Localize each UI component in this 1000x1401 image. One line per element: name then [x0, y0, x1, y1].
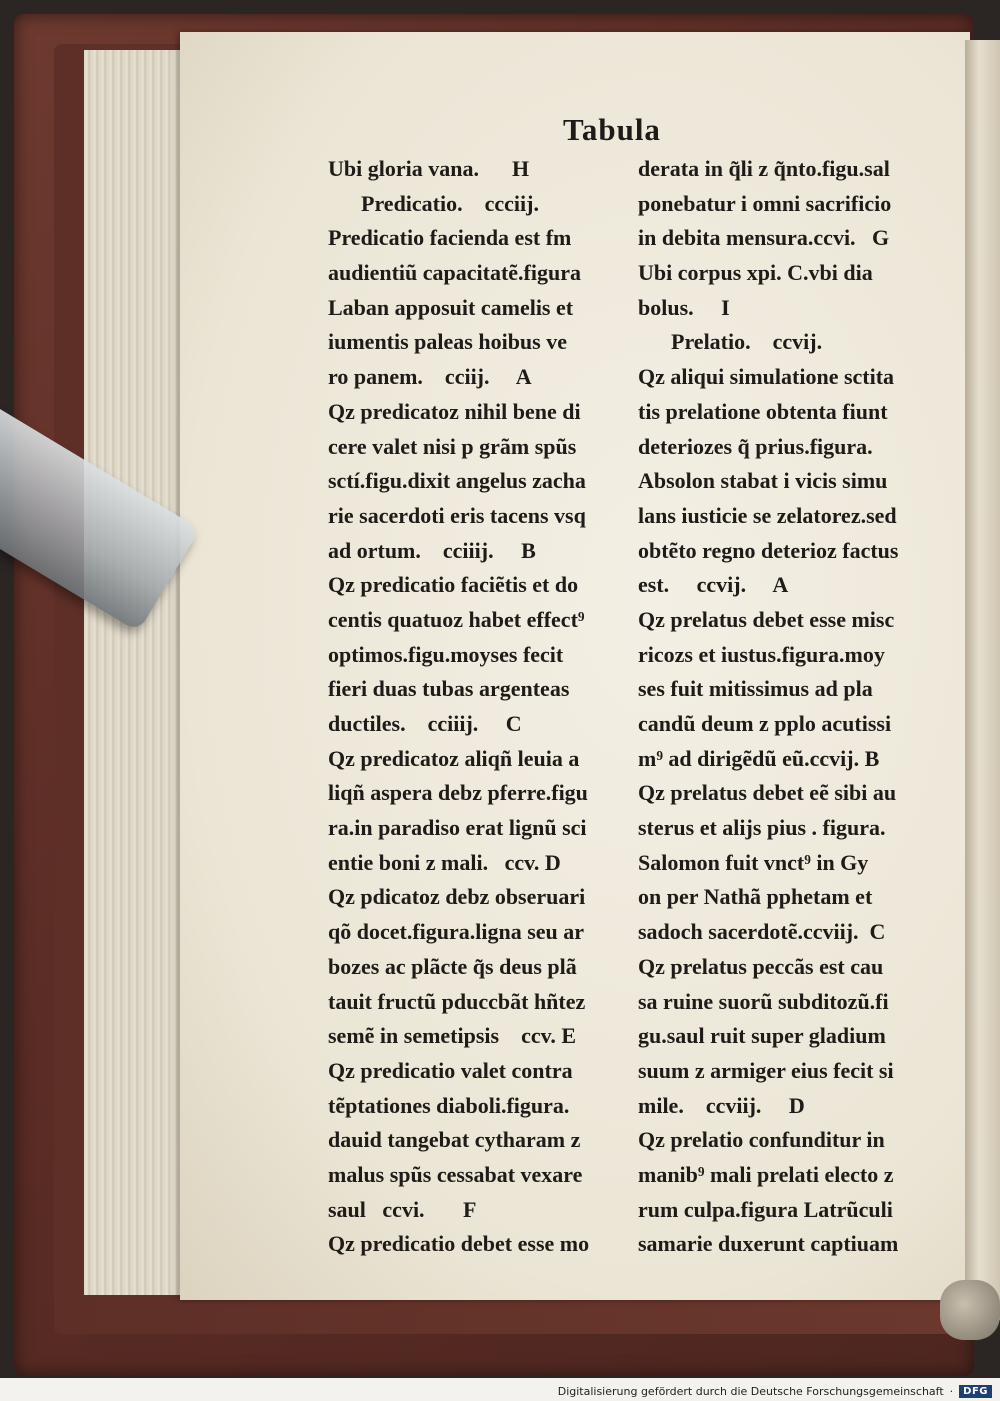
- text-line: Qz pdicatoz debz obseruari: [328, 884, 586, 910]
- text-line: Qz aliqui simulatione sctita: [638, 364, 895, 390]
- text-line: obtẽto regno deterioz factus: [638, 537, 899, 563]
- text-line: Predicatio. ccciij.: [328, 190, 539, 216]
- text-line: sa ruine suorũ subditozũ.fi: [638, 988, 889, 1014]
- text-line: Qz predicatoz aliqñ leuia a: [328, 745, 580, 771]
- text-line: Qz prelatus peccãs est cau: [638, 953, 884, 979]
- text-line: Qz predicatio faciẽtis et do: [328, 572, 579, 598]
- text-line: suum z armiger eius fecit si: [638, 1057, 894, 1083]
- text-line: sctí.figu.dixit angelus zacha: [328, 468, 586, 494]
- text-line: optimos.figu.moyses fecit: [328, 641, 564, 667]
- text-line: m⁹ ad dirigẽdũ eũ.ccvij. B: [638, 745, 880, 771]
- text-line: tis prelatione obtenta fiunt: [638, 398, 888, 424]
- text-line: tẽptationes diaboli.figura.: [328, 1092, 570, 1118]
- text-line: ra.in paradiso erat lignũ sci: [328, 815, 587, 841]
- text-line: bolus. I: [638, 294, 730, 320]
- text-line: gu.saul ruit super gladium: [638, 1023, 886, 1049]
- text-line: Qz prelatio confunditur in: [638, 1127, 885, 1153]
- text-line: samarie duxerunt captiuam: [638, 1231, 899, 1257]
- text-line: Qz predicatio valet contra: [328, 1057, 573, 1083]
- text-line: liqñ aspera debz pferre.figu: [328, 780, 588, 806]
- text-line: Salomon fuit vnct⁹ in Gy: [638, 849, 869, 875]
- text-line: ductiles. cciiij. C: [328, 711, 522, 736]
- text-line: est. ccvij. A: [638, 572, 789, 598]
- text-line: cere valet nisi p grãm spũs: [328, 433, 577, 459]
- text-line: Qz predicatio debet esse mo: [328, 1231, 590, 1257]
- text-line: Ubi corpus xpi. C.vbi dia: [638, 260, 873, 286]
- text-line: fieri duas tubas argenteas: [328, 676, 570, 702]
- text-line: iumentis paleas hoibus ve: [328, 329, 567, 355]
- right-text-column: [638, 152, 953, 1262]
- text-line: ricozs et iustus.figura.moy: [638, 641, 885, 667]
- text-line: deteriozes q̃ prius.figura.: [638, 433, 873, 459]
- text-line: rie sacerdoti eris tacens vsq: [328, 502, 586, 528]
- text-line: dauid tangebat cytharam z: [328, 1127, 581, 1153]
- digitization-credit: [558, 1383, 992, 1399]
- text-line: sadoch sacerdotẽ.ccviij. C: [638, 919, 886, 945]
- text-line: audientiũ capacitatẽ.figura: [328, 260, 581, 286]
- text-line: centis quatuoz habet effect⁹: [328, 606, 585, 632]
- text-line: rum culpa.figura Latrũculi: [638, 1196, 893, 1222]
- text-line: ro panem. cciij. A: [328, 364, 532, 390]
- text-line: lans iusticie se zelatorez.sed: [638, 502, 897, 528]
- text-line: Predicatio facienda est fm: [328, 225, 572, 251]
- text-line: semẽ in semetipsis ccv. E: [328, 1023, 577, 1049]
- text-line: in debita mensura.ccvi. G: [638, 225, 890, 251]
- facing-page-gutter: [965, 40, 1000, 1320]
- text-line: entie boni z mali. ccv. D: [328, 849, 561, 875]
- text-line: qõ docet.figura.ligna seu ar: [328, 919, 585, 945]
- text-line: Laban apposuit camelis et: [328, 294, 574, 320]
- dfg-logo: DFG: [959, 1385, 992, 1398]
- text-line: mile. ccviij. D: [638, 1092, 805, 1118]
- text-line: sterus et alijs pius . figura.: [638, 815, 886, 841]
- text-line: Absolon stabat i vicis simu: [638, 468, 888, 494]
- text-line: saul ccvi. F: [328, 1196, 477, 1222]
- metal-clasp: [940, 1280, 1000, 1340]
- text-line: Qz prelatus debet eẽ sibi au: [638, 780, 897, 806]
- text-line: Prelatio. ccvij.: [638, 329, 823, 355]
- text-line: tauit fructũ pduccbãt hñtez: [328, 988, 586, 1014]
- text-line: Qz predicatoz nihil bene di: [328, 398, 581, 424]
- text-line: Qz prelatus debet esse misc: [638, 606, 895, 632]
- running-head: Tabula: [563, 112, 661, 147]
- page-edges: [84, 50, 195, 1295]
- text-line: ses fuit mitissimus ad pla: [638, 676, 873, 702]
- text-line: malus spũs cessabat vexare: [328, 1161, 583, 1187]
- text-line: manib⁹ mali prelati electo z: [638, 1161, 894, 1187]
- separator-dot: ·: [949, 1384, 954, 1398]
- credit-text: Digitalisierung gefördert durch die Deutsche Forschungsgemeinschaft: [557, 1384, 944, 1398]
- text-line: candũ deum z pplo acutissi: [638, 711, 892, 736]
- text-line: bozes ac plãcte q̃s deus plã: [328, 953, 577, 979]
- text-line: derata in q̃li z q̃nto.figu.sal: [638, 156, 890, 181]
- text-line: ad ortum. cciiij. B: [328, 537, 536, 563]
- text-line: ponebatur i omni sacrificio: [638, 190, 892, 216]
- text-line: Ubi gloria vana. H: [328, 156, 530, 181]
- text-line: on per Nathã pphetam et: [638, 884, 873, 910]
- left-text-column: [328, 152, 638, 1262]
